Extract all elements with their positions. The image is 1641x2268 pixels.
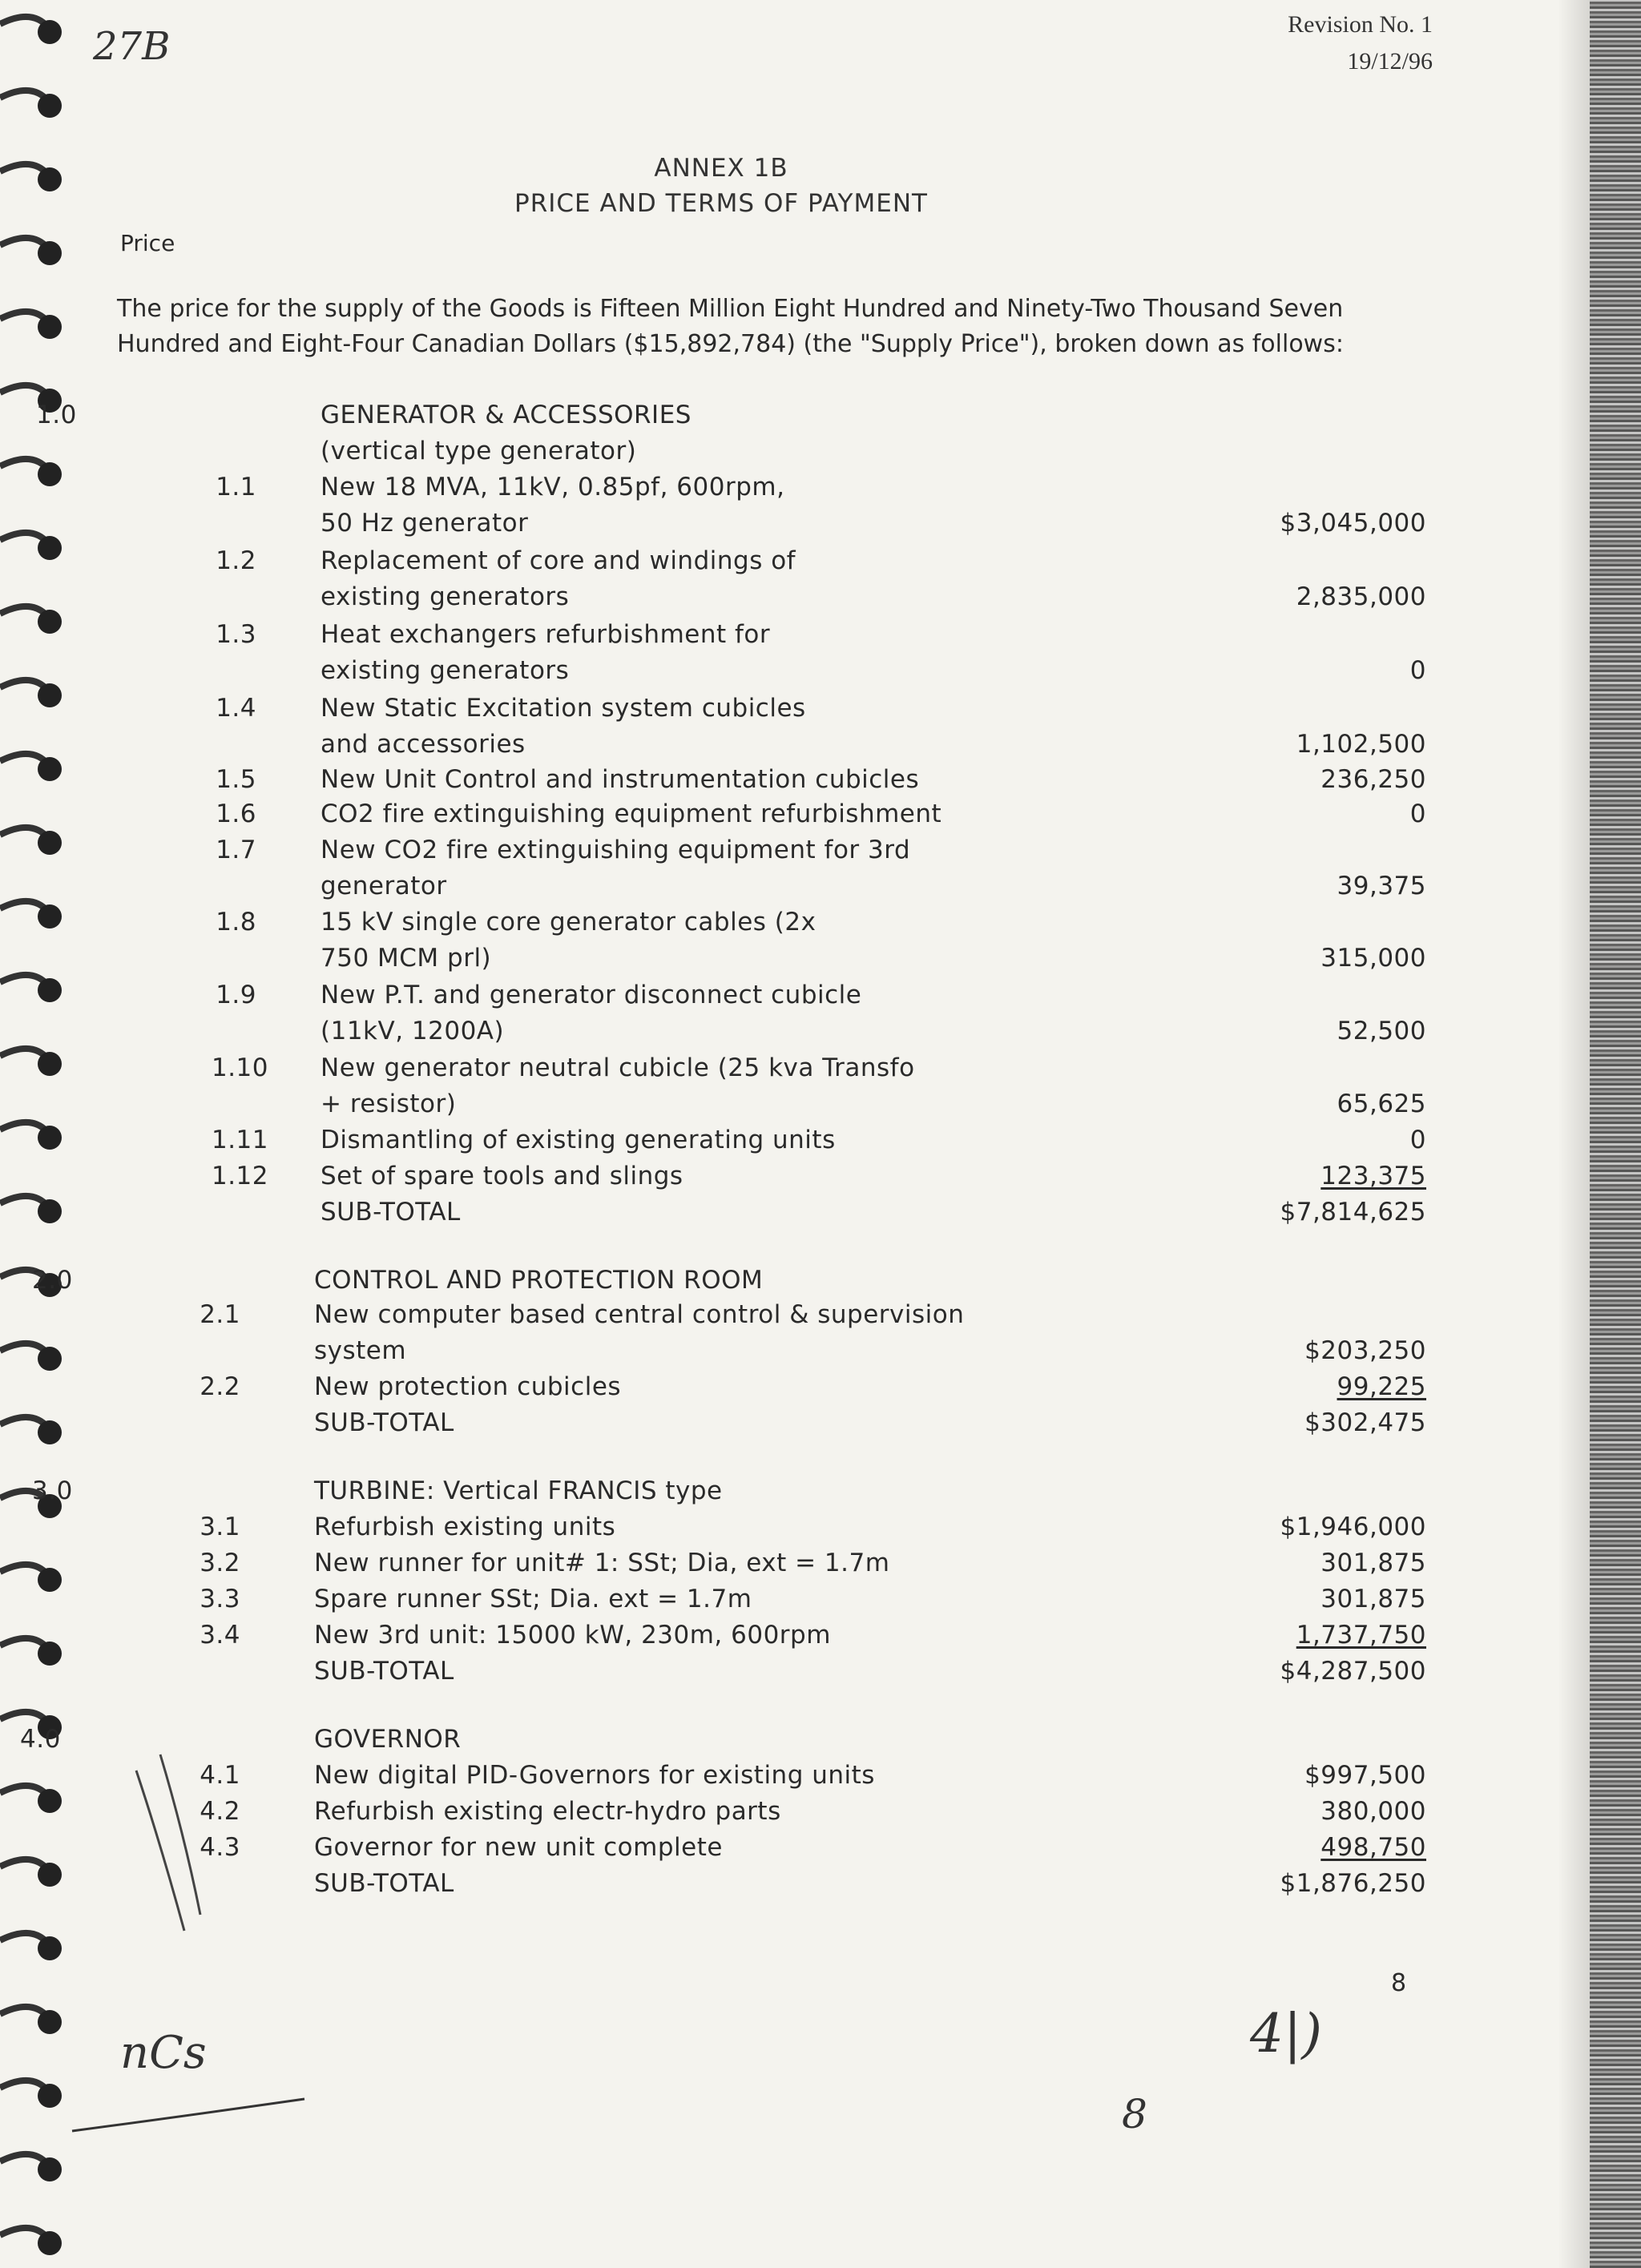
scanned-edge xyxy=(1590,0,1641,2268)
revision-date: 19/12/96 xyxy=(1347,48,1433,75)
item-number: 1.0 xyxy=(36,401,77,429)
item-amount: $203,250 xyxy=(1304,1336,1426,1365)
item-description: 15 kV single core generator cables (2x xyxy=(321,908,816,937)
item-amount: 1,102,500 xyxy=(1296,730,1426,759)
item-description: generator xyxy=(321,872,447,900)
item-description: 50 Hz generator xyxy=(321,509,529,538)
annex-title: ANNEX 1B xyxy=(654,154,788,183)
item-amount: 2,835,000 xyxy=(1296,582,1426,611)
item-number: 1.1 xyxy=(216,473,256,502)
item-amount: 0 xyxy=(1409,1126,1426,1154)
item-description: SUB-TOTAL xyxy=(321,1198,461,1227)
item-description: (11kV, 1200A) xyxy=(321,1017,505,1045)
handwritten-initials-right: 4|) xyxy=(1250,2003,1322,2065)
item-amount: 123,375 xyxy=(1320,1162,1426,1190)
item-description: Dismantling of existing generating units xyxy=(321,1126,836,1154)
item-amount: 1,737,750 xyxy=(1296,1621,1426,1650)
item-description: CONTROL AND PROTECTION ROOM xyxy=(314,1266,764,1295)
revision-block xyxy=(1288,6,1433,80)
item-description: Refurbish existing units xyxy=(314,1513,616,1541)
item-description: + resistor) xyxy=(321,1090,457,1118)
item-number: 1.6 xyxy=(216,800,256,828)
item-description: New P.T. and generator disconnect cubicle xyxy=(321,981,862,1009)
item-amount: $3,045,000 xyxy=(1280,509,1426,538)
handwritten-note-top: 27B xyxy=(93,24,171,69)
signature-underline xyxy=(64,2083,321,2147)
item-amount: $4,287,500 xyxy=(1280,1657,1426,1686)
item-number: 1.8 xyxy=(216,908,256,937)
item-number: 1.11 xyxy=(211,1126,268,1154)
item-description: Heat exchangers refurbishment for xyxy=(321,620,771,649)
item-amount: 99,225 xyxy=(1337,1372,1426,1401)
handwritten-margin-marks xyxy=(48,1746,208,1939)
annex-subtitle: PRICE AND TERMS OF PAYMENT xyxy=(514,189,928,218)
item-number: 3.0 xyxy=(32,1476,73,1505)
item-amount: 498,750 xyxy=(1320,1833,1426,1862)
item-description: existing generators xyxy=(321,656,570,685)
item-number: 2.0 xyxy=(32,1266,73,1295)
item-description: SUB-TOTAL xyxy=(314,1408,454,1437)
item-number: 4.1 xyxy=(200,1761,240,1790)
page-edge-shadow xyxy=(1558,0,1590,2268)
item-number: 1.4 xyxy=(216,694,256,723)
item-amount: 315,000 xyxy=(1320,944,1426,973)
item-description: Set of spare tools and slings xyxy=(321,1162,683,1190)
item-number: 1.2 xyxy=(216,546,256,575)
item-description: New 3rd unit: 15000 kW, 230m, 600rpm xyxy=(314,1621,831,1650)
item-number: 4.2 xyxy=(200,1797,240,1826)
item-amount: 65,625 xyxy=(1337,1090,1426,1118)
item-description: New computer based central control & supervision xyxy=(314,1300,965,1329)
item-amount: 380,000 xyxy=(1320,1797,1426,1826)
item-description: New Static Excitation system cubicles xyxy=(321,694,806,723)
item-amount: $997,500 xyxy=(1304,1761,1426,1790)
item-description: and accessories xyxy=(321,730,526,759)
item-amount: 301,875 xyxy=(1320,1585,1426,1613)
item-description: TURBINE: Vertical FRANCIS type xyxy=(314,1476,723,1505)
item-amount: 0 xyxy=(1409,656,1426,685)
item-amount: 0 xyxy=(1409,800,1426,828)
item-description: SUB-TOTAL xyxy=(314,1657,454,1686)
item-description: Refurbish existing electr-hydro parts xyxy=(314,1797,781,1826)
item-amount: 236,250 xyxy=(1320,765,1426,794)
item-description: CO2 fire extinguishing equipment refurbishment xyxy=(321,800,942,828)
page-number: 8 xyxy=(1391,1969,1407,1997)
item-number: 4.0 xyxy=(20,1725,61,1754)
handwritten-page-mark: 8 xyxy=(1122,2091,1147,2137)
item-description: Spare runner SSt; Dia. ext = 1.7m xyxy=(314,1585,752,1613)
item-number: 3.4 xyxy=(200,1621,240,1650)
item-number: 1.7 xyxy=(216,836,256,864)
item-description: GOVERNOR xyxy=(314,1725,462,1754)
item-description: GENERATOR & ACCESSORIES xyxy=(321,401,691,429)
item-amount: $1,876,250 xyxy=(1280,1869,1426,1898)
item-number: 1.3 xyxy=(216,620,256,649)
item-number: 1.9 xyxy=(216,981,256,1009)
item-amount: $7,814,625 xyxy=(1280,1198,1426,1227)
item-amount: 52,500 xyxy=(1337,1017,1426,1045)
item-description: New protection cubicles xyxy=(314,1372,622,1401)
item-description: New Unit Control and instrumentation cubicles xyxy=(321,765,920,794)
intro-paragraph: The price for the supply of the Goods is Fifteen Million Eight Hundred and Ninety-Two Thousand Seven Hundred and Eight-Four Canadian Dollars ($15,892,784) (the "Supply Price"), broken down as follows: xyxy=(117,295,1344,358)
item-description: SUB-TOTAL xyxy=(314,1869,454,1898)
item-description: New runner for unit# 1: SSt; Dia, ext = 1.7m xyxy=(314,1549,890,1577)
item-description: Replacement of core and windings of xyxy=(321,546,796,575)
item-number: 4.3 xyxy=(200,1833,240,1862)
item-number: 3.2 xyxy=(200,1549,240,1577)
item-number: 2.1 xyxy=(200,1300,240,1329)
item-number: 3.3 xyxy=(200,1585,240,1613)
item-number: 1.10 xyxy=(211,1053,268,1082)
item-description: (vertical type generator) xyxy=(321,437,637,465)
item-number: 3.1 xyxy=(200,1513,240,1541)
item-amount: 301,875 xyxy=(1320,1549,1426,1577)
handwritten-initials-left: nCs xyxy=(120,2027,207,2079)
item-amount: 39,375 xyxy=(1337,872,1426,900)
item-description: New CO2 fire extinguishing equipment for 3rd xyxy=(321,836,911,864)
item-amount: $302,475 xyxy=(1304,1408,1426,1437)
item-description: New 18 MVA, 11kV, 0.85pf, 600rpm, xyxy=(321,473,785,502)
item-description: system xyxy=(314,1336,407,1365)
item-number: 1.5 xyxy=(216,765,256,794)
item-description: New generator neutral cubicle (25 kva Transfo xyxy=(321,1053,915,1082)
item-description: existing generators xyxy=(321,582,570,611)
item-number: 1.12 xyxy=(211,1162,268,1190)
item-amount: $1,946,000 xyxy=(1280,1513,1426,1541)
item-description: Governor for new unit complete xyxy=(314,1833,723,1862)
item-description: New digital PID-Governors for existing units xyxy=(314,1761,875,1790)
item-number: 2.2 xyxy=(200,1372,240,1401)
item-description: 750 MCM prl) xyxy=(321,944,492,973)
section-label-price: Price xyxy=(120,230,175,256)
revision-number: Revision No. 1 xyxy=(1288,11,1433,38)
